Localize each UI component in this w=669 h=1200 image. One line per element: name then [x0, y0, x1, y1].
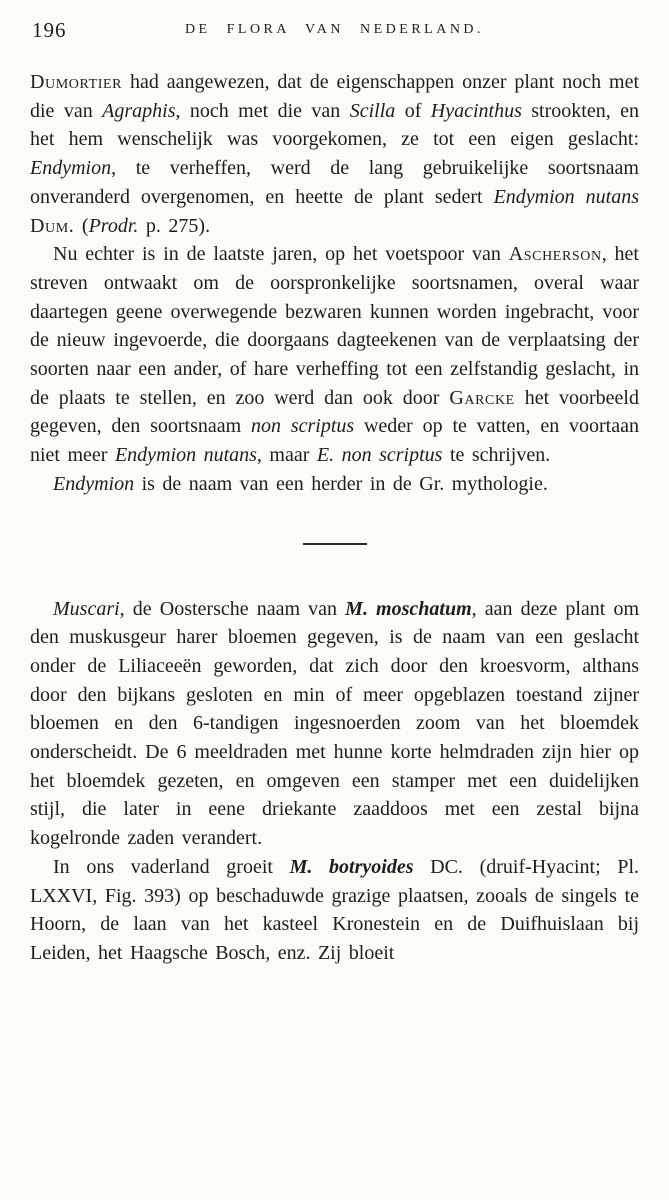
botanical-name: Hyacinthus [430, 99, 522, 122]
paragraph [30, 595, 639, 853]
text-run: ( [74, 214, 89, 237]
botanical-name: Endymion [30, 157, 112, 180]
author-name: Dum. [30, 214, 75, 237]
text-run: strookten, en het hem wenschelijk was voorgekomen, ze tot een eigen geslacht: [30, 99, 639, 151]
section-divider [303, 543, 367, 545]
botanical-name: Endymion nutans [114, 444, 257, 467]
botanical-name: Scilla [349, 99, 396, 122]
text-run: In ons vaderland groeit [53, 855, 290, 878]
text-run: weder op te vatten, en voortaan niet meer [30, 415, 639, 467]
text-run: , het streven ontwaakt om de oorspronkelijke soortsnamen, overal waar daartegen geene overwegende bezwaren kunnen worden ingebracht, voor de nieuw ingevoerde, die doorgaans dagteekenen van de verplaatsing der soorten naar een ander, of hare verheffing tot een zelfstandig geslacht, in de plaats te stellen, en zoo werd dan ook door [30, 243, 639, 409]
running-title: DE FLORA VAN NEDERLAND. [184, 22, 485, 37]
text-run: p. 275). [138, 214, 211, 237]
botanical-name: Agraphis [102, 99, 176, 122]
page-header [30, 16, 639, 54]
text-run: , te verheffen, werd de lang gebruikelijke soortsnaam onveranderd overgenomen, en heette de plant sedert [30, 157, 639, 208]
botanical-name: Endymion [53, 472, 135, 495]
text-run: had aangewezen, dat de eigenschappen onzer plant noch met die van [30, 71, 639, 122]
botanical-name: Prodr. [88, 214, 139, 237]
paragraph [30, 68, 639, 240]
botanical-name: M. botryoides [289, 855, 414, 878]
text-body [30, 68, 639, 968]
text-run: , maar [256, 444, 317, 467]
botanical-name: E. non scriptus [316, 444, 443, 467]
botanical-name: Endymion nutans [493, 185, 639, 208]
text-run: , aan deze plant om den muskusgeur harer bloemen gegeven, is de naam van een geslacht onder de Liliaceeën geworden, dat zich door den kroesvorm, althans door den bijkans gesloten en min of meer opgeblazen toestand zijner bloemen en den 6-tandigen ingesnoerden zoom van het bloemdek onderscheidt. De 6 meeldraden met hunne korte helmdraden zijn hier op het bloemdek gezeten, en omgeven een stamper met een duidelijken stijl, die later in eene driekante zaaddoos met een zestal bijna kogelronde zaden verandert. [30, 597, 640, 850]
text-run: DC. (druif-Hyacint; Pl. LXXVI, Fig. 393) op beschaduwde grazige plaatsen, zooals de singels te Hoorn, de laan van het kasteel Kronestein en de Duifhuislaan bij Leiden, het Haagsche Bosch, enz. Zij bloeit [30, 855, 639, 964]
botanical-name: Muscari [53, 597, 120, 620]
botanical-name: non scriptus [251, 415, 355, 438]
botanical-name: M. moschatum [345, 597, 472, 620]
text-run: , de Oostersche naam van [119, 597, 346, 620]
text-run: , noch met die van [175, 99, 350, 122]
author-name: Garcke [449, 386, 515, 409]
paragraph [30, 240, 639, 470]
text-run: of [395, 99, 431, 122]
text-run: is de naam van een herder in de Gr. mythologie. [134, 472, 548, 495]
text-run: te schrijven. [442, 444, 551, 467]
author-name: Ascherson [508, 243, 602, 266]
text-run: het voorbeeld gegeven, den soortsnaam [30, 386, 639, 438]
paragraph [30, 470, 639, 499]
paragraph [30, 853, 639, 968]
text-run: Nu echter is in de laatste jaren, op het voetspoor van [53, 243, 509, 266]
page-number: 196 [32, 18, 67, 42]
author-name: Dumortier [30, 71, 123, 93]
